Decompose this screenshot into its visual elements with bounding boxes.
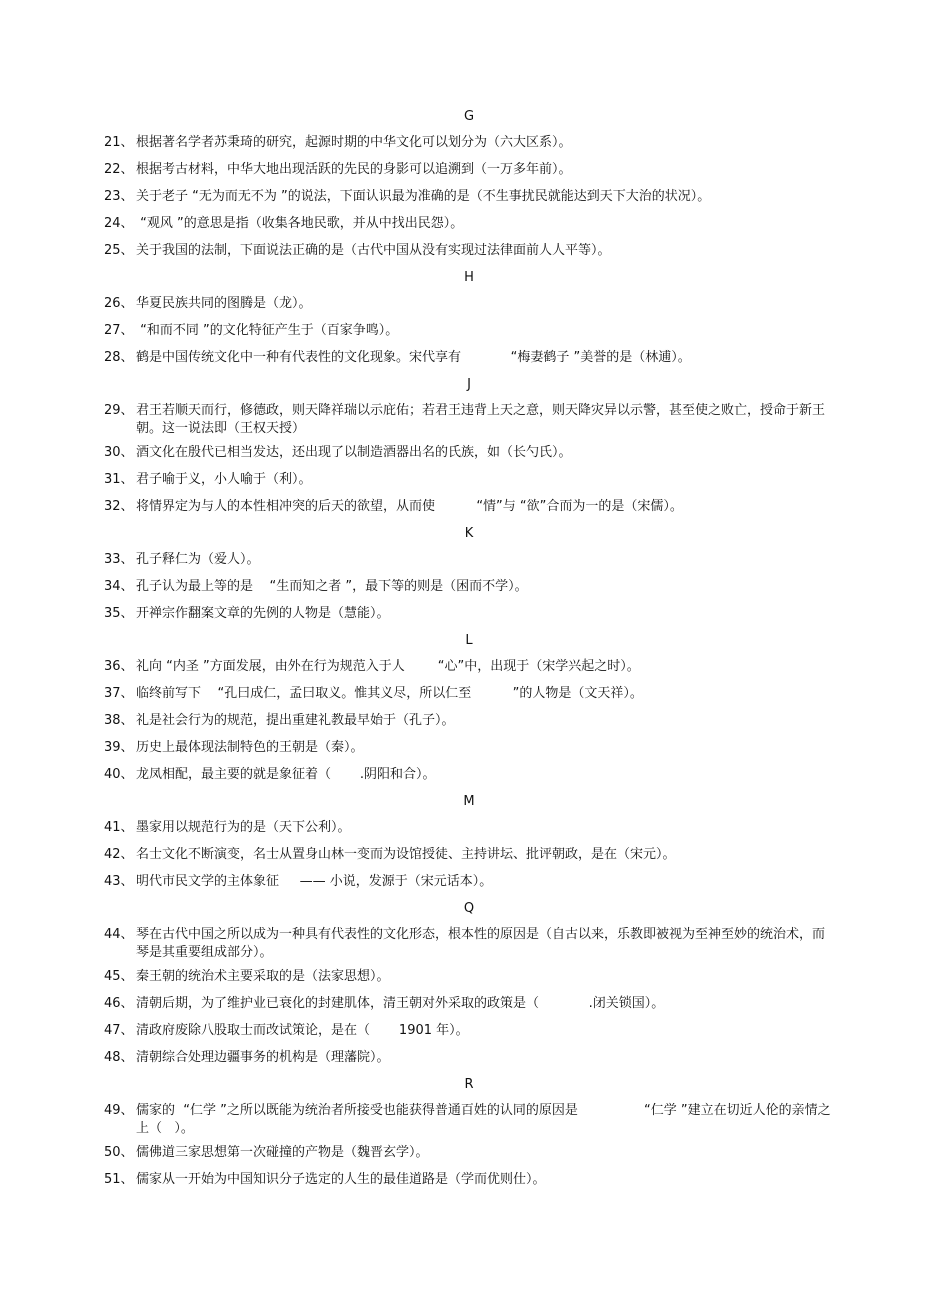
- question-25: [104, 242, 834, 259]
- question-text: 将情界定为与人的本性相冲突的后天的欲望，从而使 “情”与 “欲”合而为一的是（宋儒）。: [136, 499, 683, 514]
- question-51: [104, 1171, 834, 1188]
- question-number: 32、: [104, 499, 134, 514]
- question-number: 31、: [104, 472, 134, 487]
- question-29: [104, 402, 834, 438]
- question-23: [104, 188, 834, 205]
- section-letter-q: Q: [463, 901, 475, 916]
- question-text: 秦王朝的统治术主要采取的是（法家思想）。: [136, 969, 390, 984]
- question-text: 琴在古代中国之所以成为一种具有代表性的文化形态，根本性的原因是（自古以来，乐教即被视为至神至妙的统治术，而琴是其重要组成部分）。: [136, 927, 826, 960]
- question-31: [104, 471, 834, 488]
- question-number: 26、: [104, 296, 134, 311]
- question-number: 21、: [104, 135, 134, 150]
- question-number: 35、: [104, 606, 134, 621]
- question-number: 28、: [104, 350, 134, 365]
- question-number: 44、: [104, 927, 134, 942]
- question-number: 40、: [104, 767, 134, 782]
- question-45: [104, 968, 834, 985]
- question-number: 49、: [104, 1103, 134, 1118]
- question-text: 清朝综合处理边疆事务的机构是（理藩院）。: [136, 1050, 390, 1065]
- question-text: 君子喻于义，小人喻于（利）。: [136, 472, 312, 487]
- question-number: 34、: [104, 579, 134, 594]
- section-letter-m: M: [463, 794, 475, 809]
- question-49: [104, 1102, 834, 1138]
- question-text: 华夏民族共同的图腾是（龙）。: [136, 296, 312, 311]
- question-22: [104, 161, 834, 178]
- question-number: 37、: [104, 686, 134, 701]
- question-36: [104, 658, 834, 675]
- question-text: 孔子认为最上等的是 “生而知之者 ”，最下等的则是（困而不学）。: [136, 579, 528, 594]
- question-text: 鹤是中国传统文化中一种有代表性的文化现象。宋代享有 “梅妻鹤子 ”美誉的是（林逋）。: [136, 350, 691, 365]
- question-35: [104, 605, 834, 622]
- question-number: 24、: [104, 216, 134, 231]
- question-37: [104, 685, 834, 702]
- question-number: 39、: [104, 740, 134, 755]
- question-text: 儒佛道三家思想第一次碰撞的产物是（魏晋玄学）。: [136, 1145, 429, 1160]
- question-text: “和而不同 ”的文化特征产生于（百家争鸣）。: [136, 323, 399, 338]
- question-number: 38、: [104, 713, 134, 728]
- question-text: 儒家的 “仁学 ”之所以既能为统治者所接受也能获得普通百姓的认同的原因是 “仁学 ”建立在切近人伦的亲情之上（ ）。: [136, 1103, 831, 1136]
- question-30: [104, 444, 834, 461]
- question-32: [104, 498, 834, 515]
- question-26: [104, 295, 834, 312]
- question-text: 酒文化在殷代已相当发达，还出现了以制造酒器出名的氏族，如（长勺氏）。: [136, 445, 572, 460]
- question-33: [104, 551, 834, 568]
- question-text: 清政府废除八股取士而改试策论，是在（ 1901 年）。: [136, 1023, 469, 1038]
- question-number: 48、: [104, 1050, 134, 1065]
- question-44: [104, 926, 834, 962]
- question-number: 50、: [104, 1145, 134, 1160]
- question-24: [104, 215, 834, 232]
- question-42: [104, 846, 834, 863]
- question-number: 30、: [104, 445, 134, 460]
- question-number: 41、: [104, 820, 134, 835]
- question-number: 23、: [104, 189, 134, 204]
- question-list: [104, 108, 834, 1198]
- question-21: [104, 134, 834, 151]
- question-number: 36、: [104, 659, 134, 674]
- question-47: [104, 1022, 834, 1039]
- section-letter-r: R: [464, 1077, 474, 1092]
- question-27: [104, 322, 834, 339]
- question-text: 关于老子 “无为而无不为 ”的说法，下面认识最为准确的是（不生事扰民就能达到天下大治的状况）。: [136, 189, 711, 204]
- question-41: [104, 819, 834, 836]
- section-letter-l: L: [465, 633, 473, 648]
- question-text: 龙凤相配，最主要的就是象征着（ .阴阳和合）。: [136, 767, 436, 782]
- question-number: 22、: [104, 162, 134, 177]
- question-number: 46、: [104, 996, 134, 1011]
- question-number: 45、: [104, 969, 134, 984]
- question-38: [104, 712, 834, 729]
- question-text: 关于我国的法制，下面说法正确的是（古代中国从没有实现过法律面前人人平等）。: [136, 243, 611, 258]
- question-text: 临终前写下 “孔曰成仁，孟曰取义。惟其义尽，所以仁至 ”的人物是（文天祥）。: [136, 686, 643, 701]
- question-number: 25、: [104, 243, 134, 258]
- question-28: [104, 349, 834, 366]
- question-text: 名士文化不断演变，名士从置身山林一变而为设馆授徒、主持讲坛、批评朝政，是在（宋元）。: [136, 847, 676, 862]
- section-letter-k: K: [464, 526, 474, 541]
- question-text: 根据著名学者苏秉琦的研究，起源时期的中华文化可以划分为（六大区系）。: [136, 135, 572, 150]
- question-text: 礼向 “内圣 ”方面发展，由外在行为规范入于人 “心”中，出现于（宋学兴起之时）。: [136, 659, 640, 674]
- question-text: 开禅宗作翻案文章的先例的人物是（慧能）。: [136, 606, 390, 621]
- question-46: [104, 995, 834, 1012]
- question-43: [104, 873, 834, 890]
- section-letter-h: H: [464, 270, 474, 285]
- question-text: 明代市民文学的主体象征 —— 小说，发源于（宋元话本）。: [136, 874, 493, 889]
- question-number: 51、: [104, 1172, 134, 1187]
- question-number: 33、: [104, 552, 134, 567]
- question-39: [104, 739, 834, 756]
- question-text: 儒家从一开始为中国知识分子选定的人生的最佳道路是（学而优则仕）。: [136, 1172, 546, 1187]
- question-number: 43、: [104, 874, 134, 889]
- question-text: 孔子释仁为（爱人）。: [136, 552, 260, 567]
- question-34: [104, 578, 834, 595]
- question-number: 42、: [104, 847, 134, 862]
- question-text: 墨家用以规范行为的是（天下公利）。: [136, 820, 351, 835]
- question-text: 礼是社会行为的规范，提出重建礼教最早始于（孔子）。: [136, 713, 455, 728]
- question-text: 清朝后期，为了维护业已衰化的封建肌体，清王朝对外采取的政策是（ .闭关锁国）。: [136, 996, 665, 1011]
- question-number: 27、: [104, 323, 134, 338]
- section-letter-j: J: [467, 377, 471, 392]
- question-48: [104, 1049, 834, 1066]
- question-number: 29、: [104, 403, 134, 418]
- question-50: [104, 1144, 834, 1161]
- question-text: 历史上最体现法制特色的王朝是（秦）。: [136, 740, 364, 755]
- question-text: 君王若顺天而行，修德政，则天降祥瑞以示庇佑；若君王违背上天之意，则天降灾异以示警，甚至使之败亡，授命于新王朝。这一说法即（王权天授）: [136, 403, 826, 436]
- question-text: 根据考古材料，中华大地出现活跃的先民的身影可以追溯到（一万多年前）。: [136, 162, 572, 177]
- question-number: 47、: [104, 1023, 134, 1038]
- section-letter-g: G: [463, 109, 475, 124]
- question-text: “观风 ”的意思是指（收集各地民歌，并从中找出民怨）。: [136, 216, 464, 231]
- question-40: [104, 766, 834, 783]
